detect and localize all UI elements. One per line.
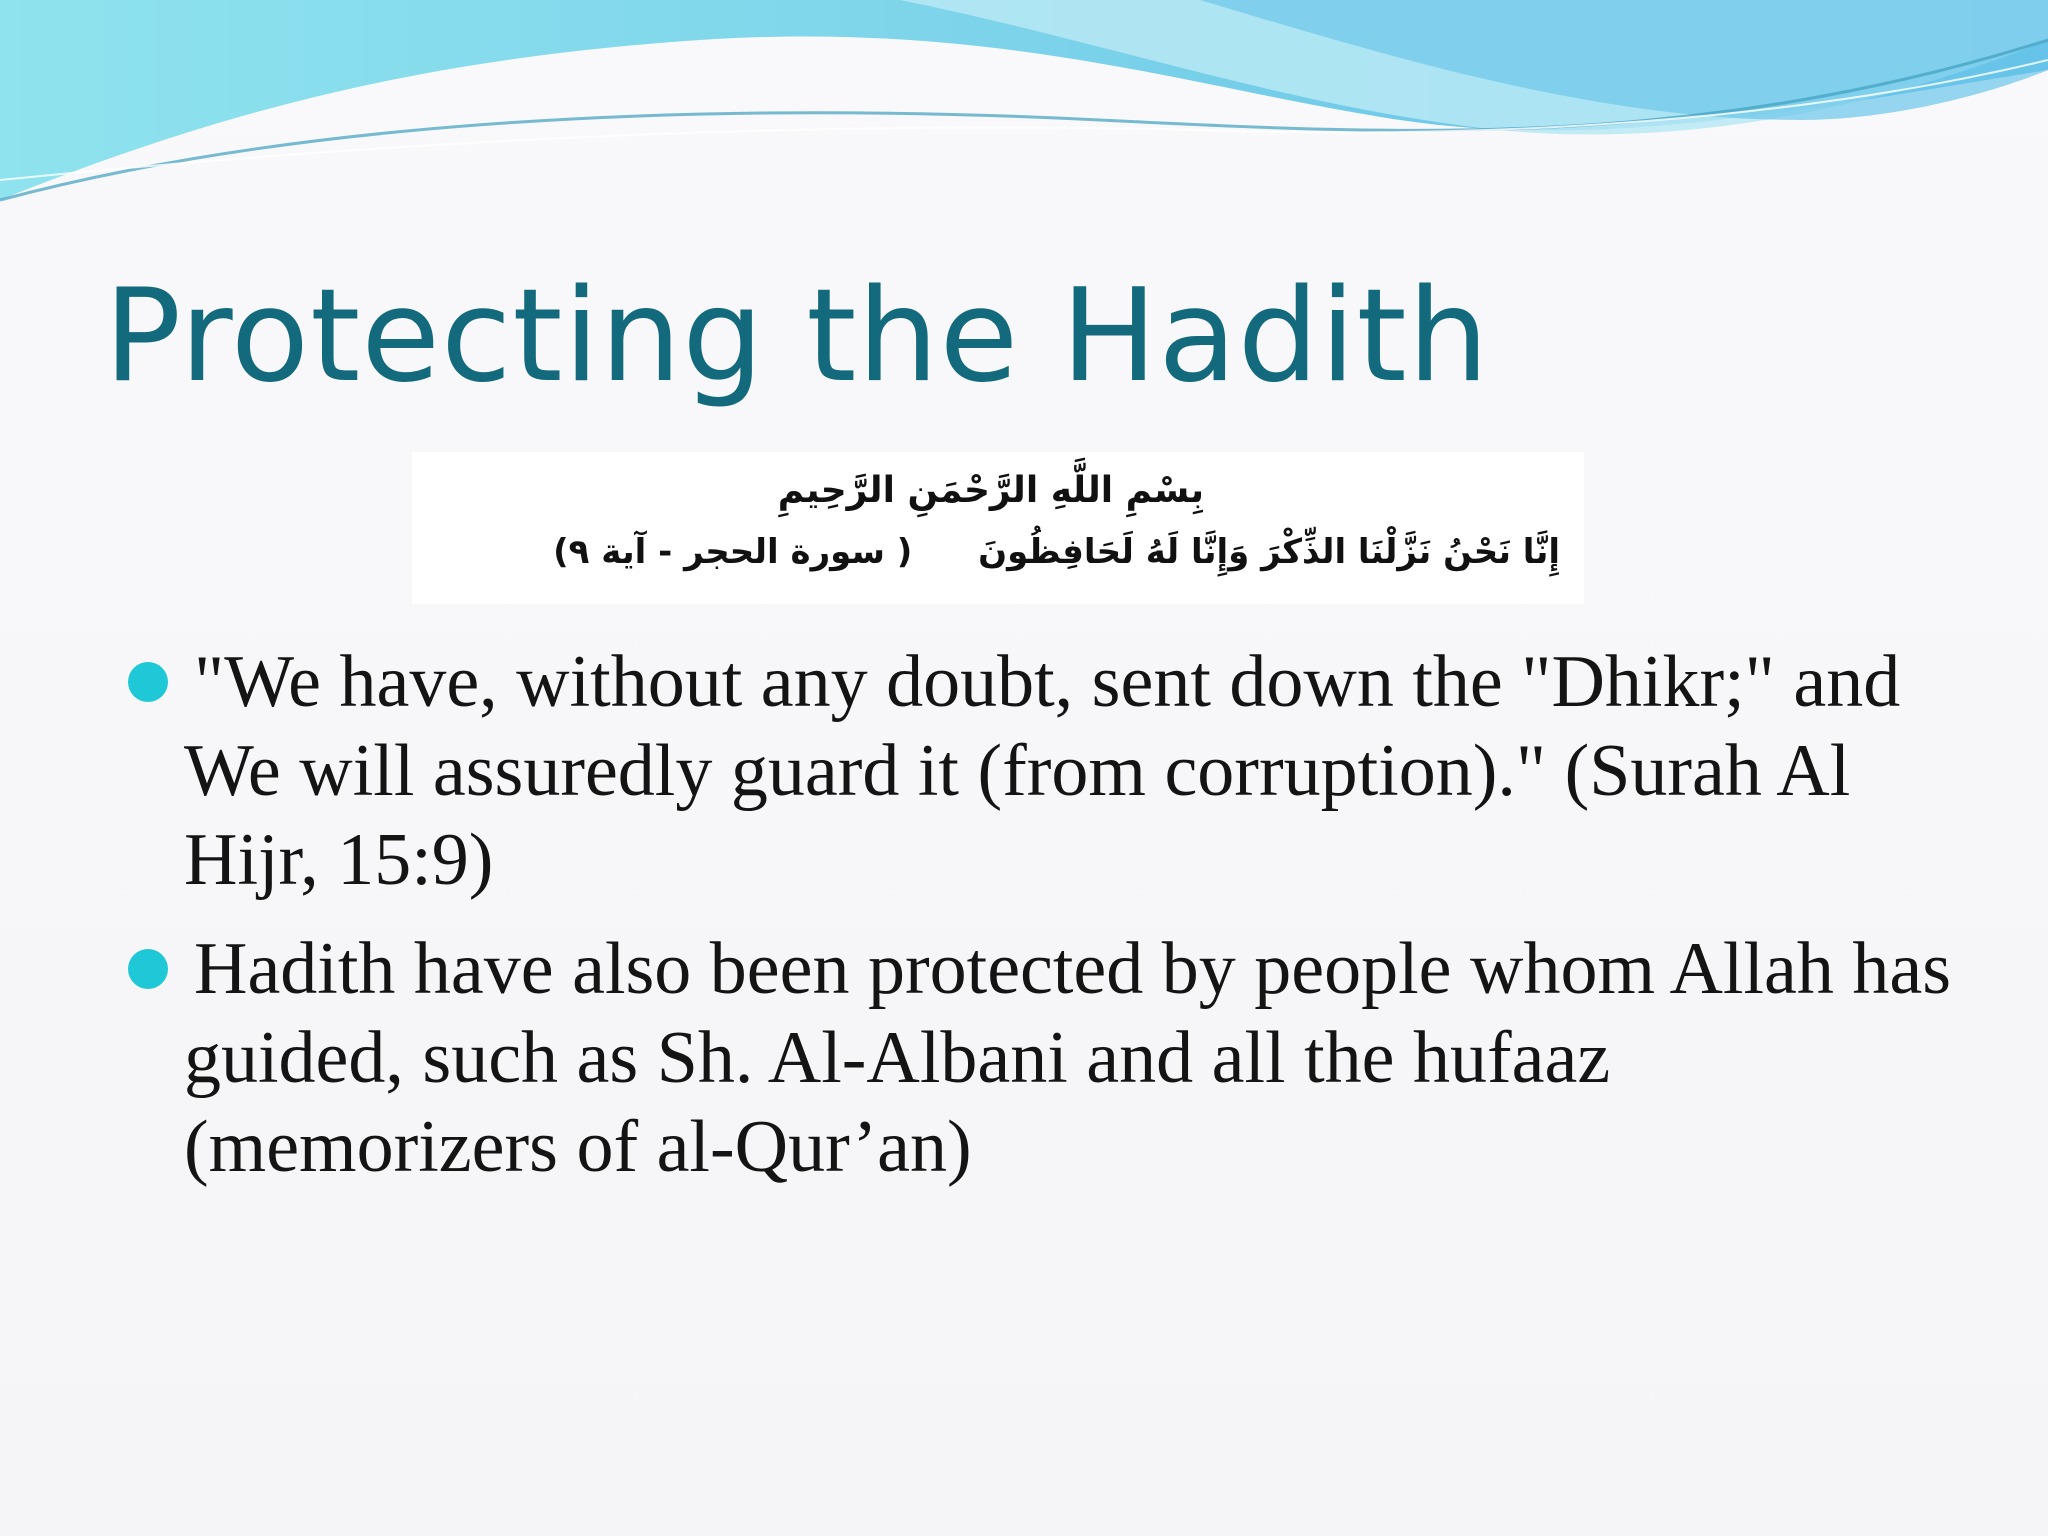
bullet-item [128,925,1988,1192]
verse-text: إِنَّا نَحْنُ نَزَّلْنَا الذِّكْرَ وَإِنَّا لَهُ لَحَافِظُونَ [978,532,1560,572]
wave-header-decoration [0,0,2048,240]
arabic-verse-image [412,452,1584,604]
slide-title: Protecting the Hadith [104,262,1490,411]
bullet-item [128,638,1988,905]
basmala-text: بِسْمِ اللَّهِ الرَّحْمَنِ الرَّحِيمِ [777,470,1204,511]
bullet-list [128,638,1988,1212]
bullet-text: Hadith have also been protected by people whom Allah has guided, such as Sh. Al-Albani and all the hufaaz (memorizers of al-Qur’an) [184,928,1951,1188]
verse-line [553,532,1560,572]
bullet-dot-icon [128,662,168,702]
verse-reference: ( سورة الحجر - آية ٩) [553,532,913,572]
bullet-dot-icon [128,949,168,989]
bullet-text: "We have, without any doubt, sent down the "Dhikr;" and We will assuredly guard it (from corruption)." (Surah Al Hijr, 15:9) [184,641,1901,901]
